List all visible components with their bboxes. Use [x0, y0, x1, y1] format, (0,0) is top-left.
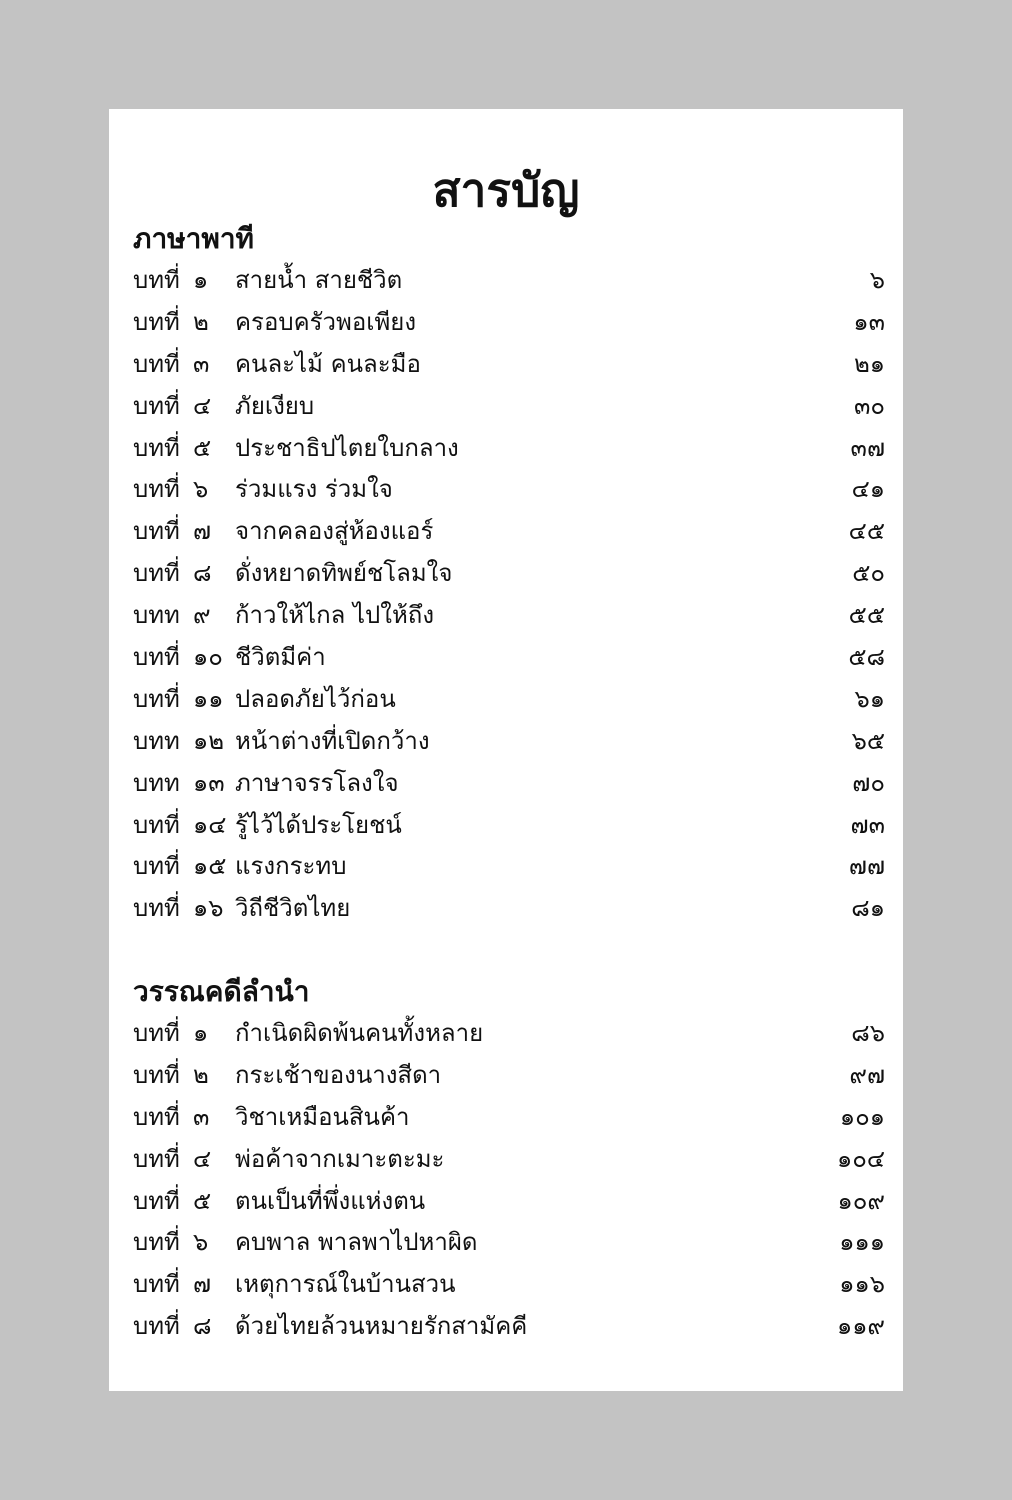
toc-entry-page-number: ๘๑	[851, 894, 885, 923]
toc-entry-page-number: ๖๕	[851, 726, 885, 755]
toc-entry-page-number: ๓๐	[853, 391, 885, 420]
toc-entry	[133, 1222, 885, 1264]
toc-entry-chapter-title: รู้ไว้ได้ประโยชน์	[235, 810, 402, 839]
toc-entry-page-number: ๕๐	[852, 559, 885, 588]
toc-entry-chapter-title: ประชาธิปไตยใบกลาง	[235, 433, 459, 462]
toc-entry-number: ๘	[193, 1312, 212, 1341]
toc-entry-chapter-title: กระเช้าของนางสีดา	[235, 1060, 442, 1089]
toc-entry-number: ๓	[193, 1102, 210, 1131]
toc-entry-chapter-title: ดั่งหยาดทิพย์ชโลมใจ	[235, 559, 453, 588]
toc-entry-label: บทที่	[133, 643, 180, 672]
toc-entry-label: บทที่	[133, 852, 180, 881]
toc-entry-number: ๖	[193, 475, 209, 504]
toc-entry-page-number: ๔๕	[848, 517, 885, 546]
toc-entry-number: ๑	[193, 1019, 209, 1047]
toc-entry-chapter-title: คบพาล พาลพาไปหาผิด	[235, 1228, 478, 1257]
toc-entry-page-number: ๕๕	[848, 601, 885, 630]
toc-entry-label: บทที่	[133, 1186, 180, 1215]
toc-entry-chapter-title: ครอบครัวพอเพียง	[235, 307, 417, 336]
toc-entry-chapter-title: วิถีชีวิตไทย	[235, 894, 351, 923]
toc-entry-label: บทที่	[133, 1228, 180, 1257]
toc-entry-number: ๕	[193, 1186, 212, 1215]
toc-entry-label: บทที่	[133, 1312, 180, 1341]
toc-entry-page-number: ๗๐	[852, 768, 885, 797]
toc-entry-label: บทที่	[133, 1270, 180, 1299]
toc-entry-label: บทท	[133, 601, 180, 630]
toc-entry-number: ๑๒	[193, 726, 225, 755]
toc-entry-number: ๔	[193, 1144, 212, 1173]
toc-entry	[133, 679, 885, 721]
toc-entry-chapter-title: ปลอดภัยไว้ก่อน	[235, 684, 396, 713]
toc-entry-chapter-title: พ่อค้าจากเมาะตะมะ	[235, 1144, 445, 1173]
toc-entry-number: ๘	[193, 559, 212, 588]
toc-entry-chapter-title: ตนเป็นที่พึ่งแห่งตน	[235, 1186, 426, 1215]
toc-entry	[133, 1097, 885, 1139]
toc-entry-page-number: ๖๑	[854, 684, 885, 713]
section-heading-wannakhadi-lamnam: วรรณคดีลำนำ	[133, 975, 310, 1008]
toc-entry-page-number: ๑๐๔	[836, 1144, 885, 1173]
toc-entry-label: บทที่	[133, 684, 180, 713]
toc-entry-page-number: ๗๓	[850, 810, 885, 839]
toc-entry	[133, 553, 885, 595]
toc-entry-chapter-title: เหตุการณ์ในบ้านสวน	[235, 1270, 456, 1299]
toc-entry-chapter-title: ชีวิตมีค่า	[235, 643, 326, 672]
toc-entry-chapter-title: กำเนิดผิดพ้นคนทั้งหลาย	[235, 1019, 484, 1047]
toc-entry	[133, 846, 885, 888]
toc-entry-page-number: ๙๗	[849, 1060, 885, 1089]
toc-entry-chapter-title: ภัยเงียบ	[235, 391, 315, 420]
toc-entry-label: บทท	[133, 726, 180, 755]
toc-entry-page-number: ๒๑	[853, 349, 885, 378]
toc-entry-label: บทที่	[133, 517, 180, 546]
toc-entry	[133, 805, 885, 847]
toc-entry-number: ๗	[193, 517, 212, 546]
toc-entry	[133, 888, 885, 930]
toc-entry-chapter-title: ร่วมแรง ร่วมใจ	[235, 475, 393, 504]
toc-entry-number: ๑๑	[193, 684, 224, 713]
toc-entry-chapter-title: ด้วยไทยล้วนหมายรักสามัคคี	[235, 1312, 528, 1341]
toc-entry-label: บทที่	[133, 433, 180, 462]
toc-entry	[133, 1139, 885, 1181]
toc-entry-number: ๒	[193, 1060, 209, 1089]
toc-entry-page-number: ๗๗	[848, 852, 885, 881]
toc-entry	[133, 428, 885, 470]
toc-entry	[133, 637, 885, 679]
toc-entry-label: บทที่	[133, 1019, 180, 1047]
toc-entry-chapter-title: หน้าต่างที่เปิดกว้าง	[235, 726, 430, 755]
toc-entry-number: ๙	[193, 601, 211, 630]
toc-entry-label: บทที่	[133, 1144, 180, 1173]
toc-entry	[133, 260, 885, 302]
toc-entry	[133, 763, 885, 805]
toc-entry-number: ๖	[193, 1228, 209, 1257]
toc-entry-page-number: ๑๑๖	[839, 1270, 885, 1299]
toc-entry	[133, 595, 885, 637]
toc-entry-chapter-title: ก้าวให้ไกล ไปให้ถึง	[235, 601, 435, 630]
toc-entry-page-number: ๔๑	[851, 475, 885, 504]
toc-entry	[133, 344, 885, 386]
toc-entry-label: บทที่	[133, 810, 180, 839]
page-title: สารบัญ	[432, 163, 580, 217]
toc-entry-number: ๔	[193, 391, 212, 420]
toc-entry-number: ๑๐	[193, 643, 223, 672]
toc-entry-label: บทที่	[133, 1102, 180, 1131]
toc-entry-label: บทที่	[133, 391, 180, 420]
toc-list-wannakhadi-lamnam	[133, 1013, 885, 1348]
toc-entry-chapter-title: ภาษาจรรโลงใจ	[235, 768, 399, 797]
toc-entry	[133, 1306, 885, 1348]
toc-entry-number: ๑๔	[193, 810, 227, 839]
toc-entry	[133, 1264, 885, 1306]
toc-entry-number: ๒	[193, 307, 209, 336]
toc-entry-number: ๕	[193, 433, 212, 462]
toc-entry	[133, 1181, 885, 1223]
toc-entry-label: บทที่	[133, 559, 180, 588]
toc-entry-page-number: ๑๓	[853, 307, 885, 336]
toc-entry-chapter-title: วิชาเหมือนสินค้า	[235, 1102, 410, 1131]
toc-entry	[133, 469, 885, 511]
toc-entry-label: บทที่	[133, 1060, 180, 1089]
toc-entry-number: ๓	[193, 349, 210, 378]
toc-entry	[133, 386, 885, 428]
toc-entry-number: ๑	[193, 266, 209, 294]
toc-entry-chapter-title: คนละไม้ คนละมือ	[235, 349, 421, 378]
toc-entry-label: บทที่	[133, 349, 180, 378]
toc-entry-page-number: ๕๘	[848, 643, 885, 672]
toc-entry	[133, 1055, 885, 1097]
toc-entry	[133, 302, 885, 344]
toc-entry-label: บทท	[133, 768, 180, 797]
toc-entry-number: ๑๓	[193, 768, 225, 797]
toc-entry-label: บทที่	[133, 266, 180, 294]
toc-entry	[133, 511, 885, 553]
toc-entry-chapter-title: แรงกระทบ	[235, 852, 347, 881]
toc-entry-label: บทที่	[133, 894, 180, 923]
section-heading-phasa-phathi: ภาษาพาที	[133, 222, 254, 255]
toc-entry	[133, 1013, 885, 1055]
toc-entry-number: ๑๕	[193, 852, 227, 881]
toc-entry-page-number: ๖	[869, 266, 885, 294]
toc-list-phasa-phathi	[133, 260, 885, 930]
toc-entry-chapter-title: สายน้ำ สายชีวิต	[235, 266, 403, 294]
toc-entry-label: บทที่	[133, 475, 180, 504]
toc-entry-number: ๑๖	[193, 894, 224, 923]
toc-entry-page-number: ๓๗	[850, 433, 885, 462]
toc-entry	[133, 721, 885, 763]
toc-entry-page-number: ๑๑๑	[839, 1228, 885, 1257]
toc-entry-label: บทที่	[133, 307, 180, 336]
toc-entry-chapter-title: จากคลองสู่ห้องแอร์	[235, 517, 434, 546]
toc-entry-page-number: ๘๖	[851, 1019, 885, 1047]
toc-entry-page-number: ๑๐๙	[837, 1186, 885, 1215]
toc-entry-number: ๗	[193, 1270, 212, 1299]
toc-entry-page-number: ๑๑๙	[836, 1312, 885, 1341]
toc-entry-page-number: ๑๐๑	[839, 1102, 885, 1131]
